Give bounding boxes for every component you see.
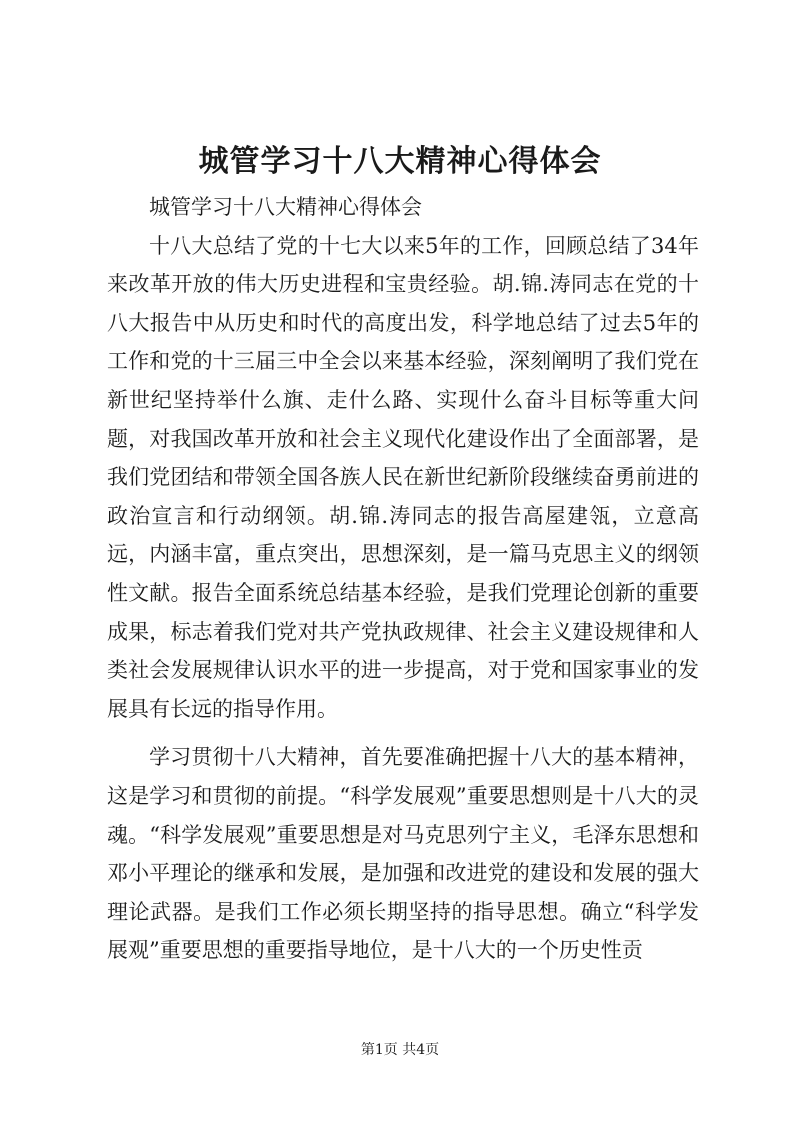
body-paragraph: 学习贯彻十八大精神，首先要准确把握十八大的基本精神，这是学习和贯彻的前提。“科学发展观”重要思想则是十八大的灵魂。“科学发展观”重要思想是对马克思列宁主义，毛泽东思想和邓小平理论的继承和发展，是加强和改进党的建设和发展的强大理论武器。是我们工作必须长期坚持的指导思想。确立“科学发展观”重要思想的重要指导地位，是十八大的一个历史性贡 xyxy=(107,745,699,963)
subtitle-paragraph: 城管学习十八大精神心得体会 xyxy=(149,195,422,219)
page-footer: 第1页 共4页 xyxy=(360,1042,440,1058)
body-paragraph: 十八大总结了党的十七大以来5年的工作，回顾总结了34年来改革开放的伟大历史进程和宝贵经验。胡.锦.涛同志在党的十八大报告中从历史和时代的高度出发，科学地总结了过去5年的工作和党的十三届三中全会以来基本经验，深刻阐明了我们党在新世纪坚持举什么旗、走什么路、实现什么奋斗目标等重大问题，对我国改革开放和社会主义现代化建设作出了全面部署，是我们党团结和带领全国各族人民在新世纪新阶段继续奋勇前进的政治宣言和行动纲领。胡.锦.涛同志的报告高屋建瓴，立意高远，内涵丰富，重点突出，思想深刻，是一篇马克思主义的纲领性文献。报告全面系统总结基本经验，是我们党理论创新的重要成果，标志着我们党对共产党执政规律、社会主义建设规律和人类社会发展规律认识水平的进一步提高，对于党和国家事业的发展具有长远的指导作用。 xyxy=(107,233,699,721)
document-title: 城管学习十八大精神心得体会 xyxy=(198,144,602,179)
document-body xyxy=(107,188,699,970)
